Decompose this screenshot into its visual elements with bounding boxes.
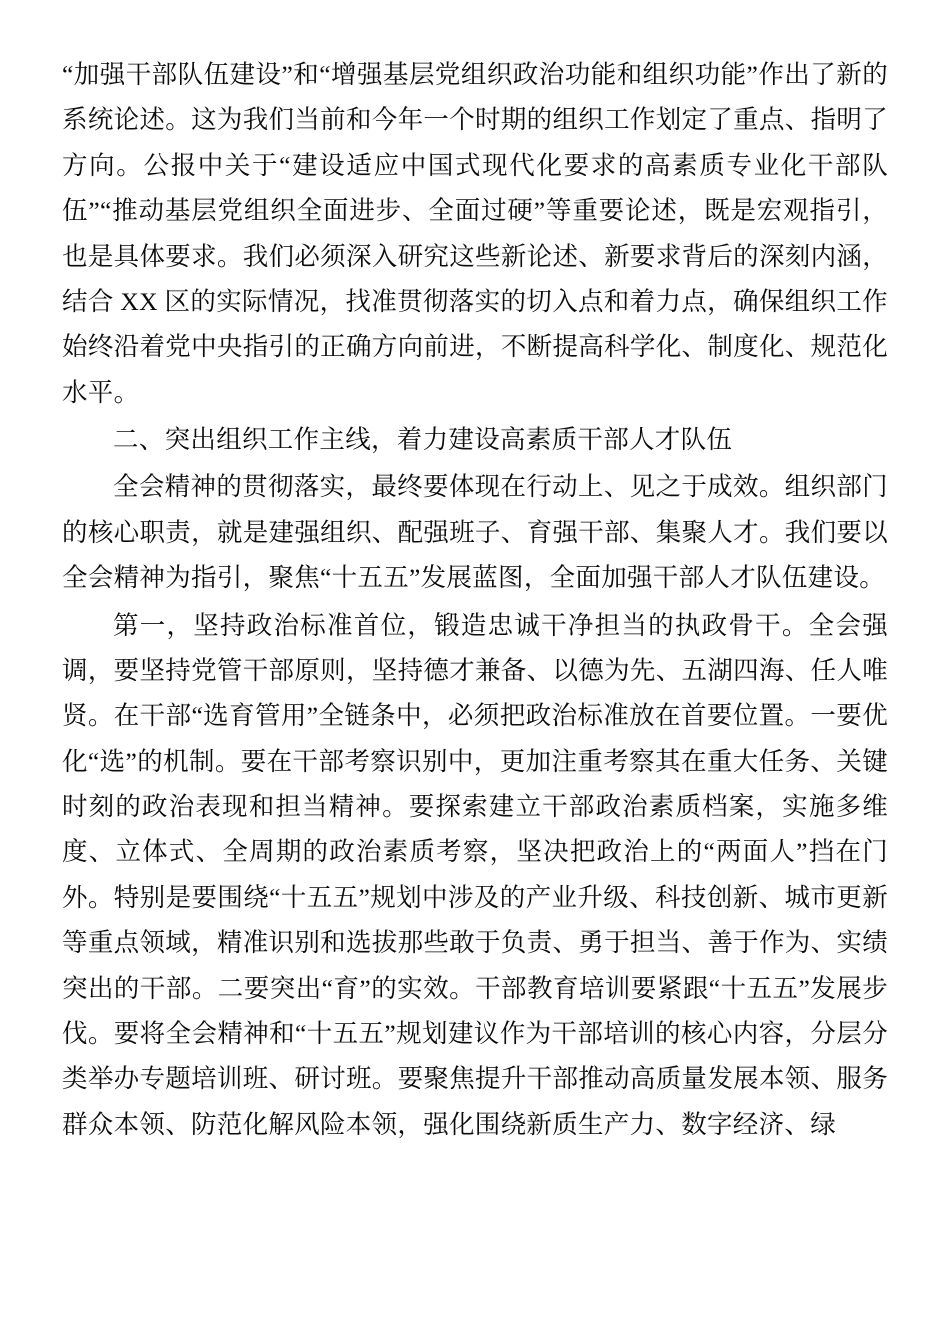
paragraph-core-duty: 全会精神的贯彻落实，最终要体现在行动上、见之于成效。组织部门的核心职责，就是建强组织、配强班子、育强干部、集聚人才。我们要以全会精神为指引，聚焦“十五五”发展蓝图，全面加强干部人才队伍建设。 [62,472,888,593]
paragraph-continued-opening: “加强干部队伍建设”和“增强基层党组织政治功能和组织功能”作出了新的系统论述。这为我们当前和今年一个时期的组织工作划定了重点、指明了方向。公报中关于“建设适应中国式现代化要求的高素质专业化干部队伍”“推动基层党组织全面进步、全面过硬”等重要论述，既是宏观指引，也是具体要求。我们必须深入研究这些新论述、新要求背后的深刻内涵，结合 XX 区的实际情况，找准贯彻落实的切入点和着力点，确保组织工作始终沿着党中央指引的正确方向前进，不断提高科学化、制度化、规范化水平。 [62,60,888,407]
section-heading-two: 二、突出组织工作主线，着力建设高素质干部人才队伍 [113,425,733,454]
document-body [62,52,888,1147]
paragraph-point-one: 第一，坚持政治标准首位，锻造忠诚干净担当的执政骨干。全会强调，要坚持党管干部原则，坚持德才兼备、以德为先、五湖四海、任人唯贤。在干部“选育管用”全链条中，必须把政治标准放在首要位置。一要优化“选”的机制。要在干部考察识别中，更加注重考察其在重大任务、关键时刻的政治表现和担当精神。要探索建立干部政治素质档案，实施多维度、立体式、全周期的政治素质考察，坚决把政治上的“两面人”挡在门外。特别是要围绕“十五五”规划中涉及的产业升级、科技创新、城市更新等重点领域，精准识别和选拔那些敢于负责、勇于担当、善于作为、实绩突出的干部。二要突出“育”的实效。干部教育培训要紧跟“十五五”发展步伐。要将全会精神和“十五五”规划建议作为干部培训的核心内容，分层分类举办专题培训班、研讨班。要聚焦提升干部推动高质量发展本领、服务群众本领、防范化解风险本领，强化围绕新质生产力、数字经济、绿 [62,610,888,1139]
